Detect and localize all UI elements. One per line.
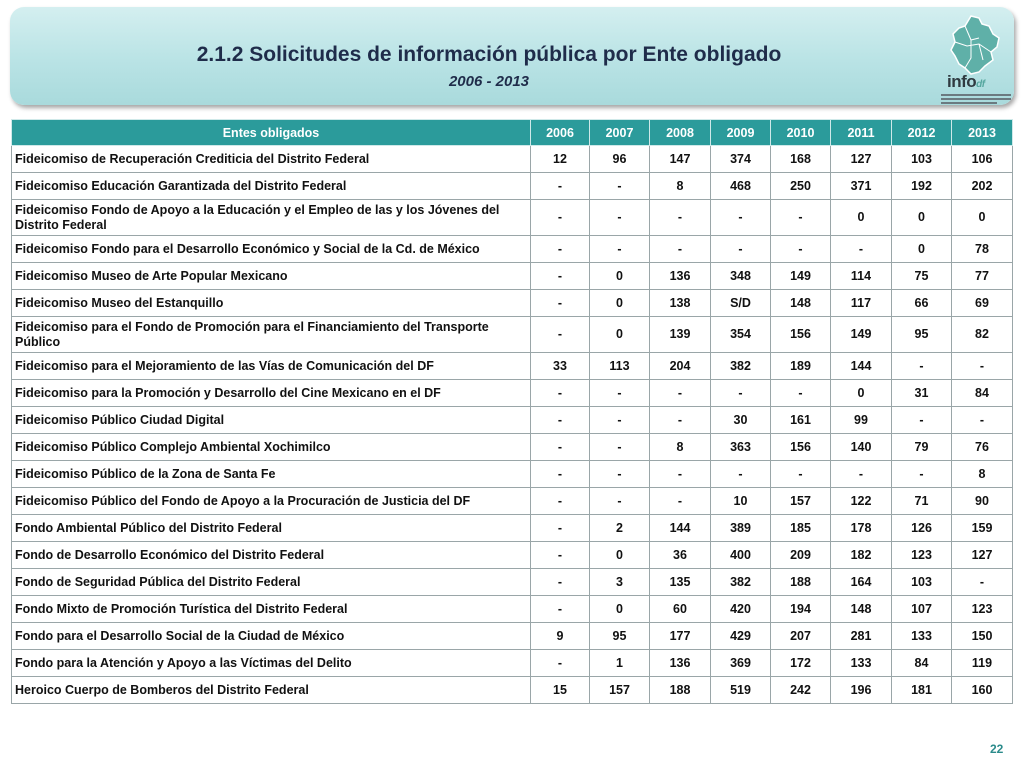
value-cell: S/D: [711, 290, 771, 317]
value-cell: 140: [831, 434, 892, 461]
value-cell: 250: [771, 173, 831, 200]
value-cell: 150: [952, 623, 1013, 650]
value-cell: 185: [771, 515, 831, 542]
column-header-year: 2011: [831, 120, 892, 146]
value-cell: 182: [831, 542, 892, 569]
logo-brand: infodf: [947, 72, 985, 91]
page-number: 22: [990, 742, 1004, 756]
value-cell: 149: [831, 317, 892, 353]
entity-name-cell: Fideicomiso Educación Garantizada del Distrito Federal: [12, 173, 531, 200]
value-cell: 0: [831, 380, 892, 407]
value-cell: -: [711, 236, 771, 263]
value-cell: -: [531, 488, 590, 515]
value-cell: -: [711, 380, 771, 407]
value-cell: 0: [892, 236, 952, 263]
value-cell: 69: [952, 290, 1013, 317]
table-row: [12, 200, 1013, 236]
value-cell: -: [531, 407, 590, 434]
column-header-year: 2006: [531, 120, 590, 146]
value-cell: -: [771, 461, 831, 488]
value-cell: -: [531, 200, 590, 236]
value-cell: -: [771, 380, 831, 407]
value-cell: -: [531, 650, 590, 677]
table-row: [12, 677, 1013, 704]
table-row: [12, 434, 1013, 461]
value-cell: -: [531, 461, 590, 488]
value-cell: 382: [711, 569, 771, 596]
value-cell: -: [892, 353, 952, 380]
table-row: [12, 569, 1013, 596]
value-cell: 76: [952, 434, 1013, 461]
requests-table: [11, 119, 1013, 704]
value-cell: 420: [711, 596, 771, 623]
value-cell: 103: [892, 146, 952, 173]
value-cell: -: [590, 173, 650, 200]
table-row: [12, 317, 1013, 353]
value-cell: 71: [892, 488, 952, 515]
value-cell: 60: [650, 596, 711, 623]
value-cell: 188: [771, 569, 831, 596]
value-cell: -: [531, 434, 590, 461]
value-cell: 136: [650, 650, 711, 677]
value-cell: 119: [952, 650, 1013, 677]
value-cell: 12: [531, 146, 590, 173]
value-cell: 113: [590, 353, 650, 380]
value-cell: -: [590, 488, 650, 515]
value-cell: -: [590, 434, 650, 461]
value-cell: 148: [771, 290, 831, 317]
column-header-year: 2010: [771, 120, 831, 146]
value-cell: 144: [650, 515, 711, 542]
value-cell: 382: [711, 353, 771, 380]
value-cell: 96: [590, 146, 650, 173]
value-cell: 82: [952, 317, 1013, 353]
value-cell: -: [711, 461, 771, 488]
value-cell: 177: [650, 623, 711, 650]
value-cell: 138: [650, 290, 711, 317]
value-cell: 147: [650, 146, 711, 173]
page-subtitle: 2006 - 2013: [448, 73, 530, 90]
value-cell: 135: [650, 569, 711, 596]
value-cell: 0: [590, 317, 650, 353]
mexico-city-map-icon: [949, 14, 1001, 76]
value-cell: 144: [831, 353, 892, 380]
value-cell: 374: [711, 146, 771, 173]
table-row: [12, 488, 1013, 515]
entity-name-cell: Fideicomiso Museo de Arte Popular Mexicano: [12, 263, 531, 290]
value-cell: 156: [771, 434, 831, 461]
value-cell: -: [831, 236, 892, 263]
value-cell: 164: [831, 569, 892, 596]
value-cell: 0: [892, 200, 952, 236]
value-cell: 242: [771, 677, 831, 704]
table-row: [12, 623, 1013, 650]
value-cell: -: [590, 407, 650, 434]
value-cell: 194: [771, 596, 831, 623]
table-row: [12, 290, 1013, 317]
table-row: [12, 596, 1013, 623]
value-cell: 123: [952, 596, 1013, 623]
value-cell: -: [771, 236, 831, 263]
value-cell: 354: [711, 317, 771, 353]
value-cell: 78: [952, 236, 1013, 263]
value-cell: 159: [952, 515, 1013, 542]
value-cell: 127: [831, 146, 892, 173]
value-cell: 126: [892, 515, 952, 542]
value-cell: -: [771, 200, 831, 236]
value-cell: 209: [771, 542, 831, 569]
table-row: [12, 353, 1013, 380]
value-cell: 127: [952, 542, 1013, 569]
value-cell: 123: [892, 542, 952, 569]
value-cell: -: [650, 461, 711, 488]
value-cell: 181: [892, 677, 952, 704]
value-cell: 75: [892, 263, 952, 290]
entity-name-cell: Fideicomiso Fondo para el Desarrollo Económico y Social de la Cd. de México: [12, 236, 531, 263]
value-cell: 156: [771, 317, 831, 353]
value-cell: 31: [892, 380, 952, 407]
entity-name-cell: Fideicomiso Público del Fondo de Apoyo a la Procuración de Justicia del DF: [12, 488, 531, 515]
value-cell: 389: [711, 515, 771, 542]
value-cell: 30: [711, 407, 771, 434]
entity-name-cell: Fideicomiso Público de la Zona de Santa Fe: [12, 461, 531, 488]
value-cell: 178: [831, 515, 892, 542]
value-cell: 281: [831, 623, 892, 650]
entity-name-cell: Heroico Cuerpo de Bomberos del Distrito Federal: [12, 677, 531, 704]
value-cell: 157: [771, 488, 831, 515]
value-cell: -: [531, 290, 590, 317]
value-cell: -: [952, 407, 1013, 434]
value-cell: -: [650, 200, 711, 236]
value-cell: 33: [531, 353, 590, 380]
entity-name-cell: Fondo Ambiental Público del Distrito Federal: [12, 515, 531, 542]
entity-name-cell: Fideicomiso de Recuperación Crediticia del Distrito Federal: [12, 146, 531, 173]
value-cell: 0: [831, 200, 892, 236]
value-cell: 9: [531, 623, 590, 650]
entity-name-cell: Fondo para el Desarrollo Social de la Ciudad de México: [12, 623, 531, 650]
value-cell: -: [531, 173, 590, 200]
value-cell: 519: [711, 677, 771, 704]
value-cell: -: [531, 596, 590, 623]
value-cell: -: [531, 569, 590, 596]
value-cell: -: [531, 542, 590, 569]
column-header-year: 2007: [590, 120, 650, 146]
value-cell: 172: [771, 650, 831, 677]
table-body: [12, 146, 1013, 704]
value-cell: -: [831, 461, 892, 488]
table-row: [12, 515, 1013, 542]
value-cell: 133: [892, 623, 952, 650]
entity-name-cell: Fideicomiso Público Ciudad Digital: [12, 407, 531, 434]
table-row: [12, 461, 1013, 488]
value-cell: 114: [831, 263, 892, 290]
value-cell: 8: [952, 461, 1013, 488]
value-cell: 400: [711, 542, 771, 569]
entity-name-cell: Fondo para la Atención y Apoyo a las Víctimas del Delito: [12, 650, 531, 677]
column-header-year: 2009: [711, 120, 771, 146]
value-cell: 106: [952, 146, 1013, 173]
value-cell: 196: [831, 677, 892, 704]
value-cell: 95: [590, 623, 650, 650]
value-cell: 15: [531, 677, 590, 704]
value-cell: 371: [831, 173, 892, 200]
value-cell: 8: [650, 434, 711, 461]
value-cell: -: [531, 380, 590, 407]
value-cell: 95: [892, 317, 952, 353]
value-cell: 188: [650, 677, 711, 704]
logo-caption-lines: [941, 94, 1011, 106]
value-cell: 66: [892, 290, 952, 317]
entity-name-cell: Fideicomiso para la Promoción y Desarrollo del Cine Mexicano en el DF: [12, 380, 531, 407]
value-cell: -: [650, 407, 711, 434]
infodf-logo: [935, 14, 1017, 106]
value-cell: 2: [590, 515, 650, 542]
value-cell: 468: [711, 173, 771, 200]
value-cell: 0: [590, 263, 650, 290]
entity-name-cell: Fideicomiso Público Complejo Ambiental Xochimilco: [12, 434, 531, 461]
value-cell: -: [711, 200, 771, 236]
value-cell: 84: [952, 380, 1013, 407]
value-cell: 369: [711, 650, 771, 677]
value-cell: 189: [771, 353, 831, 380]
value-cell: 117: [831, 290, 892, 317]
value-cell: -: [650, 236, 711, 263]
value-cell: -: [892, 461, 952, 488]
value-cell: 160: [952, 677, 1013, 704]
column-header-year: 2013: [952, 120, 1013, 146]
value-cell: -: [531, 317, 590, 353]
column-header-year: 2012: [892, 120, 952, 146]
entity-name-cell: Fideicomiso para el Mejoramiento de las Vías de Comunicación del DF: [12, 353, 531, 380]
value-cell: 161: [771, 407, 831, 434]
value-cell: 148: [831, 596, 892, 623]
table-header-row: [12, 120, 1013, 146]
value-cell: 122: [831, 488, 892, 515]
value-cell: 0: [952, 200, 1013, 236]
value-cell: 103: [892, 569, 952, 596]
value-cell: 79: [892, 434, 952, 461]
value-cell: -: [531, 515, 590, 542]
value-cell: -: [531, 263, 590, 290]
table-row: [12, 407, 1013, 434]
value-cell: 363: [711, 434, 771, 461]
value-cell: 3: [590, 569, 650, 596]
value-cell: -: [650, 488, 711, 515]
table-row: [12, 146, 1013, 173]
value-cell: 204: [650, 353, 711, 380]
value-cell: 84: [892, 650, 952, 677]
column-header-year: 2008: [650, 120, 711, 146]
table-row: [12, 236, 1013, 263]
entity-name-cell: Fideicomiso para el Fondo de Promoción para el Financiamiento del Transporte Público: [12, 317, 531, 353]
value-cell: 36: [650, 542, 711, 569]
value-cell: 8: [650, 173, 711, 200]
title-banner: [10, 7, 1014, 105]
value-cell: 0: [590, 596, 650, 623]
entity-name-cell: Fideicomiso Museo del Estanquillo: [12, 290, 531, 317]
column-header-entity: Entes obligados: [12, 120, 531, 146]
table-row: [12, 650, 1013, 677]
value-cell: -: [650, 380, 711, 407]
table-row: [12, 380, 1013, 407]
value-cell: 1: [590, 650, 650, 677]
value-cell: 168: [771, 146, 831, 173]
table-row: [12, 263, 1013, 290]
value-cell: 77: [952, 263, 1013, 290]
table-row: [12, 542, 1013, 569]
value-cell: 0: [590, 542, 650, 569]
entity-name-cell: Fondo de Desarrollo Económico del Distrito Federal: [12, 542, 531, 569]
value-cell: 107: [892, 596, 952, 623]
value-cell: 90: [952, 488, 1013, 515]
value-cell: 139: [650, 317, 711, 353]
value-cell: 157: [590, 677, 650, 704]
entity-name-cell: Fondo de Seguridad Pública del Distrito Federal: [12, 569, 531, 596]
table-row: [12, 173, 1013, 200]
value-cell: 429: [711, 623, 771, 650]
value-cell: -: [952, 569, 1013, 596]
value-cell: 133: [831, 650, 892, 677]
value-cell: -: [590, 461, 650, 488]
entity-name-cell: Fideicomiso Fondo de Apoyo a la Educación y el Empleo de las y los Jóvenes del Distrito Federal: [12, 200, 531, 236]
value-cell: 149: [771, 263, 831, 290]
value-cell: 10: [711, 488, 771, 515]
value-cell: 99: [831, 407, 892, 434]
value-cell: 0: [590, 290, 650, 317]
value-cell: -: [590, 380, 650, 407]
value-cell: 192: [892, 173, 952, 200]
value-cell: 348: [711, 263, 771, 290]
page-title: 2.1.2 Solicitudes de información pública por Ente obligado: [196, 43, 782, 66]
entity-name-cell: Fondo Mixto de Promoción Turística del Distrito Federal: [12, 596, 531, 623]
value-cell: 136: [650, 263, 711, 290]
value-cell: -: [590, 200, 650, 236]
value-cell: -: [952, 353, 1013, 380]
value-cell: -: [531, 236, 590, 263]
value-cell: -: [590, 236, 650, 263]
value-cell: 202: [952, 173, 1013, 200]
value-cell: -: [892, 407, 952, 434]
value-cell: 207: [771, 623, 831, 650]
